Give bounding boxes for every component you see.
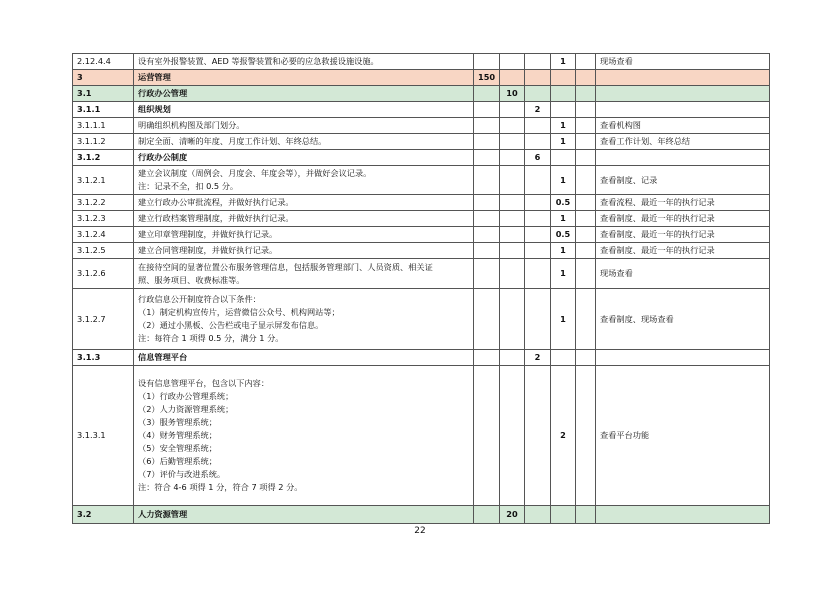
item-code: 3.1.2.3 (73, 211, 134, 227)
score-s3 (525, 118, 551, 134)
content-line: （5）安全管理系统； (138, 443, 217, 453)
score-s5 (576, 259, 596, 289)
item-content (134, 150, 474, 166)
score-s3: 2 (525, 350, 551, 366)
score-s1 (474, 166, 500, 195)
score-s5 (576, 211, 596, 227)
item-content (134, 227, 474, 243)
content-line: 人力资源管理 (138, 509, 188, 519)
table-row (73, 350, 770, 366)
content-line: 建立行政档案管理制度，并做好执行记录。 (138, 213, 294, 223)
check-method: 查看平台功能 (596, 366, 770, 506)
score-s5 (576, 289, 596, 350)
item-code: 3.1.1.2 (73, 134, 134, 150)
item-code: 3.1.1.1 (73, 118, 134, 134)
score-s3 (525, 70, 551, 86)
check-method (596, 350, 770, 366)
score-s1 (474, 150, 500, 166)
content-line: 设有信息管理平台，包含以下内容： (138, 378, 270, 388)
score-s4 (551, 150, 576, 166)
score-s1 (474, 227, 500, 243)
score-s1 (474, 243, 500, 259)
content-line: （1）行政办公管理系统； (138, 391, 234, 401)
check-method (596, 86, 770, 102)
score-s5 (576, 506, 596, 524)
item-content (134, 86, 474, 102)
content-line: 照、服务项目、收费标准等。 (138, 274, 245, 285)
table-row (73, 118, 770, 134)
table-row (73, 150, 770, 166)
score-s2 (500, 243, 525, 259)
content-line: （2）人力资源管理系统； (138, 404, 234, 414)
item-code: 3.1.2 (73, 150, 134, 166)
item-code: 3.1.2.5 (73, 243, 134, 259)
table-row (73, 166, 770, 195)
content-line: 制定全面、清晰的年度、月度工作计划、年终总结。 (138, 136, 327, 146)
item-code: 3 (73, 70, 134, 86)
item-content (134, 70, 474, 86)
item-content (134, 166, 474, 195)
content-line: 行政办公管理 (138, 88, 188, 98)
score-s4: 1 (551, 289, 576, 350)
table-row (73, 86, 770, 102)
check-method (596, 150, 770, 166)
content-line: （4）财务管理系统； (138, 430, 217, 440)
check-method (596, 506, 770, 524)
content-line: （6）后勤管理系统； (138, 456, 217, 466)
score-s1: 150 (474, 70, 500, 86)
score-s2 (500, 118, 525, 134)
score-s2 (500, 211, 525, 227)
score-s1 (474, 86, 500, 102)
score-s3 (525, 227, 551, 243)
item-content (134, 506, 474, 524)
item-content (134, 54, 474, 70)
score-s3 (525, 259, 551, 289)
table-row (73, 211, 770, 227)
table-row (73, 506, 770, 524)
score-s2 (500, 150, 525, 166)
table-row (73, 70, 770, 86)
table-row (73, 134, 770, 150)
table-row (73, 195, 770, 211)
item-code: 3.1.3.1 (73, 366, 134, 506)
score-s4 (551, 86, 576, 102)
check-method: 现场查看 (596, 54, 770, 70)
item-code: 3.1.1 (73, 102, 134, 118)
table-row (73, 289, 770, 350)
score-s4: 0.5 (551, 227, 576, 243)
score-s1 (474, 118, 500, 134)
score-s3: 6 (525, 150, 551, 166)
table-row (73, 227, 770, 243)
content-line: 建立行政办公审批流程，并做好执行记录。 (138, 197, 294, 207)
score-s4 (551, 102, 576, 118)
score-s4 (551, 506, 576, 524)
score-s1 (474, 350, 500, 366)
content-line: 在接待空间的显著位置公布服务管理信息，包括服务管理部门、人员资质、相关证 (138, 261, 433, 272)
score-s2: 20 (500, 506, 525, 524)
item-content (134, 350, 474, 366)
check-method: 查看制度、最近一年的执行记录 (596, 211, 770, 227)
item-content (134, 195, 474, 211)
table-row (73, 366, 770, 506)
page-number: 22 (414, 526, 426, 536)
item-code: 2.12.4.4 (73, 54, 134, 70)
score-s3 (525, 366, 551, 506)
content-line: （2）通过小黑板、公告栏或电子显示屏发布信息。 (138, 320, 324, 330)
score-s5 (576, 366, 596, 506)
item-code: 3.1.2.1 (73, 166, 134, 195)
item-code: 3.1 (73, 86, 134, 102)
score-s4: 1 (551, 259, 576, 289)
table-row (73, 54, 770, 70)
item-content (134, 243, 474, 259)
score-s4 (551, 70, 576, 86)
content-line: 设有室外报警装置、AED 等报警装置和必要的应急救援设施设施。 (138, 56, 379, 66)
score-s4: 0.5 (551, 195, 576, 211)
score-s1 (474, 259, 500, 289)
score-s5 (576, 150, 596, 166)
score-s4 (551, 350, 576, 366)
content-line: 注：每符合 1 项得 0.5 分，满分 1 分。 (138, 333, 284, 343)
content-line: 行政办公制度 (138, 152, 188, 162)
check-method: 查看流程、最近一年的执行记录 (596, 195, 770, 211)
content-line: 建立会议制度（周例会、月度会、年度会等），并做好会议记录。 (138, 168, 372, 178)
item-content (134, 102, 474, 118)
item-content (134, 259, 474, 289)
item-code: 3.1.2.4 (73, 227, 134, 243)
score-s2 (500, 70, 525, 86)
score-s5 (576, 195, 596, 211)
item-code: 3.1.2.7 (73, 289, 134, 350)
item-content (134, 211, 474, 227)
score-s4: 1 (551, 118, 576, 134)
score-s1 (474, 195, 500, 211)
score-s5 (576, 70, 596, 86)
score-s3 (525, 506, 551, 524)
score-s2 (500, 102, 525, 118)
score-s3 (525, 289, 551, 350)
score-s2 (500, 259, 525, 289)
score-s5 (576, 227, 596, 243)
score-s1 (474, 54, 500, 70)
score-s2: 10 (500, 86, 525, 102)
score-s5 (576, 102, 596, 118)
score-s5 (576, 350, 596, 366)
score-s5 (576, 118, 596, 134)
score-s4: 1 (551, 134, 576, 150)
score-s4: 2 (551, 366, 576, 506)
score-s4: 1 (551, 211, 576, 227)
score-s2 (500, 54, 525, 70)
item-code: 3.2 (73, 506, 134, 524)
check-method: 查看制度、最近一年的执行记录 (596, 227, 770, 243)
score-s3 (525, 86, 551, 102)
score-s4: 1 (551, 54, 576, 70)
content-line: 明确组织机构图及部门划分。 (138, 120, 245, 130)
table-row (73, 102, 770, 118)
item-content (134, 118, 474, 134)
score-s1 (474, 366, 500, 506)
score-s2 (500, 195, 525, 211)
score-s1 (474, 289, 500, 350)
score-s3 (525, 211, 551, 227)
item-content (134, 134, 474, 150)
score-s2 (500, 289, 525, 350)
score-s3 (525, 166, 551, 195)
score-s1 (474, 506, 500, 524)
score-s1 (474, 211, 500, 227)
table-row (73, 243, 770, 259)
check-method: 查看制度、最近一年的执行记录 (596, 243, 770, 259)
score-s3: 2 (525, 102, 551, 118)
score-s1 (474, 102, 500, 118)
content-line: 信息管理平台 (138, 352, 188, 362)
check-method: 查看工作计划、年终总结 (596, 134, 770, 150)
score-s3 (525, 54, 551, 70)
content-line: （7）评价与改进系统。 (138, 469, 226, 479)
score-s4: 1 (551, 166, 576, 195)
content-line: 运营管理 (138, 72, 171, 82)
check-method: 查看制度、记录 (596, 166, 770, 195)
item-code: 3.1.2.6 (73, 259, 134, 289)
item-content (134, 289, 474, 350)
score-s2 (500, 134, 525, 150)
score-s3 (525, 195, 551, 211)
check-method (596, 70, 770, 86)
table-row (73, 259, 770, 289)
check-method (596, 102, 770, 118)
score-s5 (576, 54, 596, 70)
score-s2 (500, 366, 525, 506)
content-line: （1）制定机构宣传片，运营微信公众号、机构网站等； (138, 307, 340, 317)
score-s5 (576, 243, 596, 259)
content-line: （3）服务管理系统； (138, 417, 217, 427)
content-line: 注：记录不全，扣 0.5 分。 (138, 181, 239, 191)
content-line: 注：符合 4-6 项得 1 分，符合 7 项得 2 分。 (138, 482, 303, 492)
item-code: 3.1.2.2 (73, 195, 134, 211)
content-line: 组织规划 (138, 104, 171, 114)
check-method: 查看机构图 (596, 118, 770, 134)
evaluation-table (72, 53, 770, 524)
item-content (134, 366, 474, 506)
score-s4: 1 (551, 243, 576, 259)
score-s5 (576, 86, 596, 102)
score-s3 (525, 134, 551, 150)
check-method: 查看制度、现场查看 (596, 289, 770, 350)
score-s2 (500, 227, 525, 243)
content-line: 建立合同管理制度，并做好执行记录。 (138, 245, 278, 255)
item-code: 3.1.3 (73, 350, 134, 366)
score-s1 (474, 134, 500, 150)
score-s2 (500, 166, 525, 195)
score-s5 (576, 134, 596, 150)
score-s2 (500, 350, 525, 366)
content-line: 行政信息公开制度符合以下条件： (138, 294, 261, 304)
score-s5 (576, 166, 596, 195)
content-line: 建立印章管理制度，并做好执行记录。 (138, 229, 278, 239)
check-method: 现场查看 (596, 259, 770, 289)
score-s3 (525, 243, 551, 259)
